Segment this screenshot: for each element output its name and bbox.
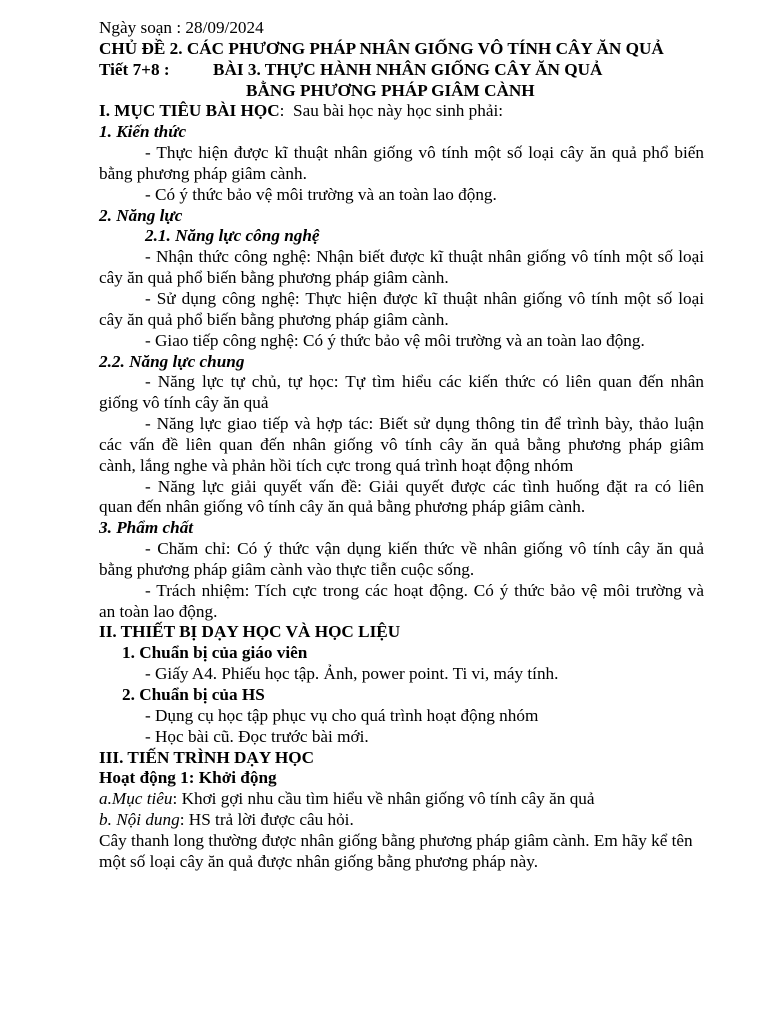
content-text: : HS trả lời được câu hỏi. — [179, 810, 354, 830]
tech-competence-line: - Giao tiếp công nghệ: Có ý thức bảo vệ môi trường và an toàn lao động. — [145, 330, 645, 350]
student-prep-heading: 2. Chuẩn bị của HS — [122, 685, 265, 704]
general-competence-line: các vấn đề liên quan đến nhân giống vô tính cây ăn quả bằng phương pháp giâm — [99, 434, 704, 454]
lesson-title-line-1: BÀI 3. THỰC HÀNH NHÂN GIỐNG CÂY ĂN QUẢ — [213, 59, 603, 79]
section-2-heading: II. THIẾT BỊ DẠY HỌC VÀ HỌC LIỆU — [99, 622, 401, 642]
qualities-line: an toàn lao động. — [99, 601, 218, 621]
tech-competence-heading: 2.1. Năng lực công nghệ — [145, 226, 320, 246]
activity-1-content — [99, 810, 704, 831]
period-label: Tiết 7+8 : — [99, 59, 170, 79]
qualities-line: - Chăm chỉ: Có ý thức vận dụng kiến thức về nhân giống vô tính cây ăn quả — [145, 539, 704, 559]
topic-title: CHỦ ĐỀ 2. CÁC PHƯƠNG PHÁP NHÂN GIỐNG VÔ TÍNH CÂY ĂN QUẢ — [99, 38, 664, 58]
section-1-heading: I. MỤC TIÊU BÀI HỌC — [99, 101, 280, 121]
general-competence-line: - Năng lực tự chủ, tự học: Tự tìm hiểu các kiến thức có liên quan đến nhân — [145, 372, 704, 392]
lesson-plan-body — [99, 18, 704, 873]
lesson-title-line-2: BẰNG PHƯƠNG PHÁP GIÂM CÀNH — [246, 80, 535, 100]
student-prep-item: - Dụng cụ học tập phục vụ cho quá trình hoạt động nhóm — [145, 705, 539, 725]
tech-competence-line: cây ăn quả phổ biến bằng phương pháp giâm cành. — [99, 268, 449, 288]
general-competence-heading: 2.2. Năng lực chung — [99, 351, 245, 371]
goal-text: : Khơi gợi nhu cầu tìm hiểu về nhân giống vô tính cây ăn quả — [172, 789, 595, 809]
content-label: b. Nội dung — [99, 810, 180, 830]
general-competence-line: cành, lắng nghe và phản hồi tích cực trong quá trình hoạt động nhóm — [99, 455, 574, 475]
general-competence-line: - Năng lực giao tiếp và hợp tác: Biết sử dụng thông tin để trình bày, thảo luận — [145, 414, 704, 434]
tech-competence-line: - Nhận thức công nghệ: Nhận biết được kĩ thuật nhân giống vô tính một số loại — [145, 247, 704, 267]
lesson-title-row — [99, 60, 704, 81]
section-1-heading-row — [99, 101, 704, 122]
knowledge-heading: 1. Kiến thức — [99, 122, 187, 142]
question-line: Cây thanh long thường được nhân giống bằng phương pháp giâm cành. Em hãy kể tên — [99, 830, 693, 850]
qualities-line: - Trách nhiệm: Tích cực trong các hoạt động. Có ý thức bảo vệ môi trường và — [145, 580, 704, 600]
knowledge-item-line: bằng phương pháp giâm cành. — [99, 163, 307, 183]
prep-date: Ngày soạn : 28/09/2024 — [99, 18, 264, 37]
section-1-intro: : Sau bài học này học sinh phải: — [279, 101, 504, 121]
goal-label: a.Mục tiêu — [99, 789, 173, 809]
knowledge-item-line: - Có ý thức bảo vệ môi trường và an toàn lao động. — [145, 184, 497, 204]
general-competence-line: quan đến nhân giống vô tính cây ăn quả bằng phương pháp giâm cành. — [99, 497, 586, 517]
teacher-prep-heading: 1. Chuẩn bị của giáo viên — [122, 643, 308, 663]
tech-competence-line: - Sử dụng công nghệ: Thực hiện được kĩ thuật nhân giống vô tính một số loại — [145, 288, 704, 308]
activity-1-heading: Hoạt động 1: Khởi động — [99, 768, 277, 788]
qualities-heading: 3. Phẩm chất — [99, 518, 194, 538]
teacher-prep-item: - Giấy A4. Phiếu học tập. Ảnh, power point. Ti vi, máy tính. — [145, 664, 559, 684]
qualities-line: bằng phương pháp giâm cành vào thực tiễn cuộc sống. — [99, 559, 475, 579]
knowledge-item-line: - Thực hiện được kĩ thuật nhân giống vô tính một số loại cây ăn quả phổ biến — [145, 143, 704, 163]
activity-1-goal — [99, 789, 704, 810]
question-line: một số loại cây ăn quả được nhân giống bằng phương pháp này. — [99, 851, 539, 871]
section-3-heading: III. TIẾN TRÌNH DẠY HỌC — [99, 747, 315, 767]
general-competence-line: giống vô tính cây ăn quả — [99, 393, 269, 413]
competence-heading: 2. Năng lực — [99, 205, 183, 225]
student-prep-item: - Học bài cũ. Đọc trước bài mới. — [145, 726, 369, 746]
tech-competence-line: cây ăn quả phổ biến bằng phương pháp giâm cành. — [99, 309, 449, 329]
general-competence-line: - Năng lực giải quyết vấn đề: Giải quyết được các tình huống đặt ra có liên — [145, 476, 704, 496]
